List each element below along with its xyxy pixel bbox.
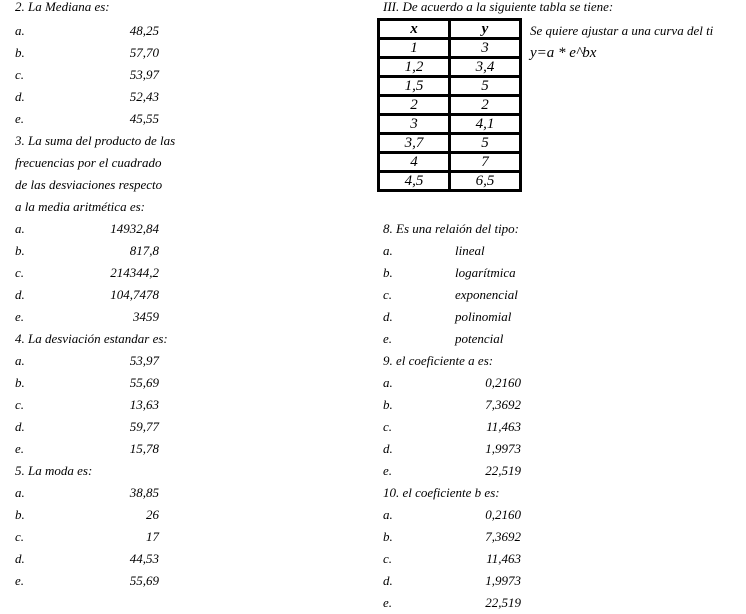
table-cell-x: 1 xyxy=(379,39,450,58)
table-cell-y: 6,5 xyxy=(450,172,521,191)
table-row xyxy=(379,153,521,172)
q4-option-c xyxy=(15,394,169,416)
option-value: 15,78 xyxy=(129,441,159,456)
q4-option-e xyxy=(15,438,169,460)
option-value: 11,463 xyxy=(486,551,521,566)
option-value: potencial xyxy=(455,331,504,346)
q10-option-e xyxy=(383,592,531,614)
q10-option-d xyxy=(383,570,531,592)
q3-option-c xyxy=(15,262,169,284)
option-label: c. xyxy=(383,551,393,566)
table-row xyxy=(379,77,521,96)
q2-option-a xyxy=(15,20,169,42)
option-value: 44,53 xyxy=(129,551,159,566)
option-label: b. xyxy=(383,265,393,280)
q10-title: 10. el coeficiente b es: xyxy=(383,485,500,500)
option-label: a. xyxy=(383,507,393,522)
option-value: polinomial xyxy=(455,309,512,324)
table-cell-y: 3 xyxy=(450,39,521,58)
model-formula: y=a * e^bx xyxy=(530,45,597,61)
option-label: e. xyxy=(15,441,25,456)
section3-title: III. De acuerdo a la siguiente tabla se tiene: xyxy=(383,0,614,14)
q2-option-c xyxy=(15,64,169,86)
option-value: 104,7478 xyxy=(110,287,159,302)
table-cell-x: 2 xyxy=(379,96,450,115)
q5-option-c xyxy=(15,526,169,548)
option-value: lineal xyxy=(455,243,485,258)
option-value: 0,2160 xyxy=(485,507,521,522)
option-label: c. xyxy=(15,529,25,544)
q10-option-b xyxy=(383,526,531,548)
side-note: Se quiere ajustar a una curva del ti xyxy=(530,23,714,38)
q10-option-a xyxy=(383,504,531,526)
option-label: b. xyxy=(15,375,25,390)
table-cell-x: 1,2 xyxy=(379,58,450,77)
q8-option-c xyxy=(383,284,518,306)
option-value: 214344,2 xyxy=(110,265,159,280)
table-row xyxy=(379,58,521,77)
q3-option-a xyxy=(15,218,169,240)
option-label: d. xyxy=(383,309,393,324)
q8-option-d xyxy=(383,306,512,328)
option-value: 14932,84 xyxy=(110,221,159,236)
option-label: c. xyxy=(15,265,25,280)
table-cell-y: 7 xyxy=(450,153,521,172)
table-cell-x: 1,5 xyxy=(379,77,450,96)
table-cell-y: 2 xyxy=(450,96,521,115)
q2-title: 2. La Mediana es: xyxy=(15,0,110,14)
table-row xyxy=(379,115,521,134)
table-row xyxy=(379,172,521,191)
option-value: 7,3692 xyxy=(485,397,521,412)
option-label: d. xyxy=(15,551,25,566)
option-label: c. xyxy=(383,419,393,434)
option-value: 1,9973 xyxy=(485,573,521,588)
option-label: e. xyxy=(383,463,393,478)
table-row xyxy=(379,96,521,115)
option-value: 53,97 xyxy=(129,353,159,368)
table-cell-y: 4,1 xyxy=(450,115,521,134)
option-label: e. xyxy=(15,309,25,324)
q4-option-d xyxy=(15,416,169,438)
table-cell-x: 3,7 xyxy=(379,134,450,153)
option-value: 22,519 xyxy=(485,463,521,478)
q9-option-d xyxy=(383,438,531,460)
q5-option-a xyxy=(15,482,169,504)
option-label: a. xyxy=(15,353,25,368)
option-label: c. xyxy=(15,67,25,82)
table-cell-y: 3,4 xyxy=(450,58,521,77)
option-value: 57,70 xyxy=(129,45,159,60)
q8-option-a xyxy=(383,240,485,262)
option-value: 13,63 xyxy=(129,397,159,412)
option-label: b. xyxy=(15,45,25,60)
option-value: logarítmica xyxy=(455,265,516,280)
q3-title-line-2: frecuencias por el cuadrado xyxy=(15,155,162,170)
q2-option-b xyxy=(15,42,169,64)
q8-option-b xyxy=(383,262,516,284)
option-value: 59,77 xyxy=(129,419,159,434)
q4-title: 4. La desviación estandar es: xyxy=(15,331,168,346)
option-label: e. xyxy=(383,595,393,610)
option-label: e. xyxy=(15,573,25,588)
q2-option-d xyxy=(15,86,169,108)
table-cell-y: 5 xyxy=(450,77,521,96)
q9-option-a xyxy=(383,372,531,394)
option-value: 3459 xyxy=(133,309,159,324)
option-value: 0,2160 xyxy=(485,375,521,390)
option-label: a. xyxy=(383,243,393,258)
q4-option-a xyxy=(15,350,169,372)
q3-option-e xyxy=(15,306,169,328)
option-label: d. xyxy=(15,89,25,104)
table-header-y: y xyxy=(450,20,521,39)
option-label: c. xyxy=(383,287,393,302)
option-value: 817,8 xyxy=(129,243,159,258)
q8-option-e xyxy=(383,328,504,350)
table-cell-x: 4,5 xyxy=(379,172,450,191)
q5-option-b xyxy=(15,504,169,526)
q9-option-b xyxy=(383,394,531,416)
option-value: 48,25 xyxy=(129,23,159,38)
table-cell-x: 4 xyxy=(379,153,450,172)
q2-option-e xyxy=(15,108,169,130)
q9-option-c xyxy=(383,416,531,438)
q5-option-d xyxy=(15,548,169,570)
option-label: d. xyxy=(15,419,25,434)
q3-title-line-1: 3. La suma del producto de las xyxy=(15,133,176,148)
table-cell-x: 3 xyxy=(379,115,450,134)
q8-title: 8. Es una relaión del tipo: xyxy=(383,221,520,236)
option-label: c. xyxy=(15,397,25,412)
q9-title: 9. el coeficiente a es: xyxy=(383,353,494,368)
option-value: 55,69 xyxy=(129,573,159,588)
option-label: d. xyxy=(15,287,25,302)
q3-option-b xyxy=(15,240,169,262)
table-row xyxy=(379,134,521,153)
option-value: 38,85 xyxy=(129,485,159,500)
option-value: 53,97 xyxy=(129,67,159,82)
q5-option-e xyxy=(15,570,169,592)
option-label: d. xyxy=(383,573,393,588)
option-label: a. xyxy=(15,23,25,38)
q9-option-e xyxy=(383,460,531,482)
option-label: b. xyxy=(383,529,393,544)
table-cell-y: 5 xyxy=(450,134,521,153)
option-value: 45,55 xyxy=(129,111,159,126)
option-value: 11,463 xyxy=(486,419,521,434)
option-label: b. xyxy=(15,243,25,258)
q4-option-b xyxy=(15,372,169,394)
option-value: 52,43 xyxy=(129,89,159,104)
option-label: e. xyxy=(383,331,393,346)
q3-title-line-3: de las desviaciones respecto xyxy=(15,177,163,192)
table-row xyxy=(379,39,521,58)
option-label: b. xyxy=(383,397,393,412)
option-value: 22,519 xyxy=(485,595,521,610)
option-label: a. xyxy=(15,221,25,236)
q3-option-d xyxy=(15,284,169,306)
q10-option-c xyxy=(383,548,531,570)
option-value: 1,9973 xyxy=(485,441,521,456)
option-value: 26 xyxy=(146,507,159,522)
option-label: a. xyxy=(15,485,25,500)
q5-title: 5. La moda es: xyxy=(15,463,93,478)
option-value: 55,69 xyxy=(129,375,159,390)
option-value: exponencial xyxy=(455,287,518,302)
option-value: 7,3692 xyxy=(485,529,521,544)
q3-title-line-4: a la media aritmética es: xyxy=(15,199,145,214)
option-label: e. xyxy=(15,111,25,126)
option-label: a. xyxy=(383,375,393,390)
xy-data-table xyxy=(377,18,522,192)
option-value: 17 xyxy=(146,529,159,544)
option-label: b. xyxy=(15,507,25,522)
table-header-x: x xyxy=(379,20,450,39)
option-label: d. xyxy=(383,441,393,456)
